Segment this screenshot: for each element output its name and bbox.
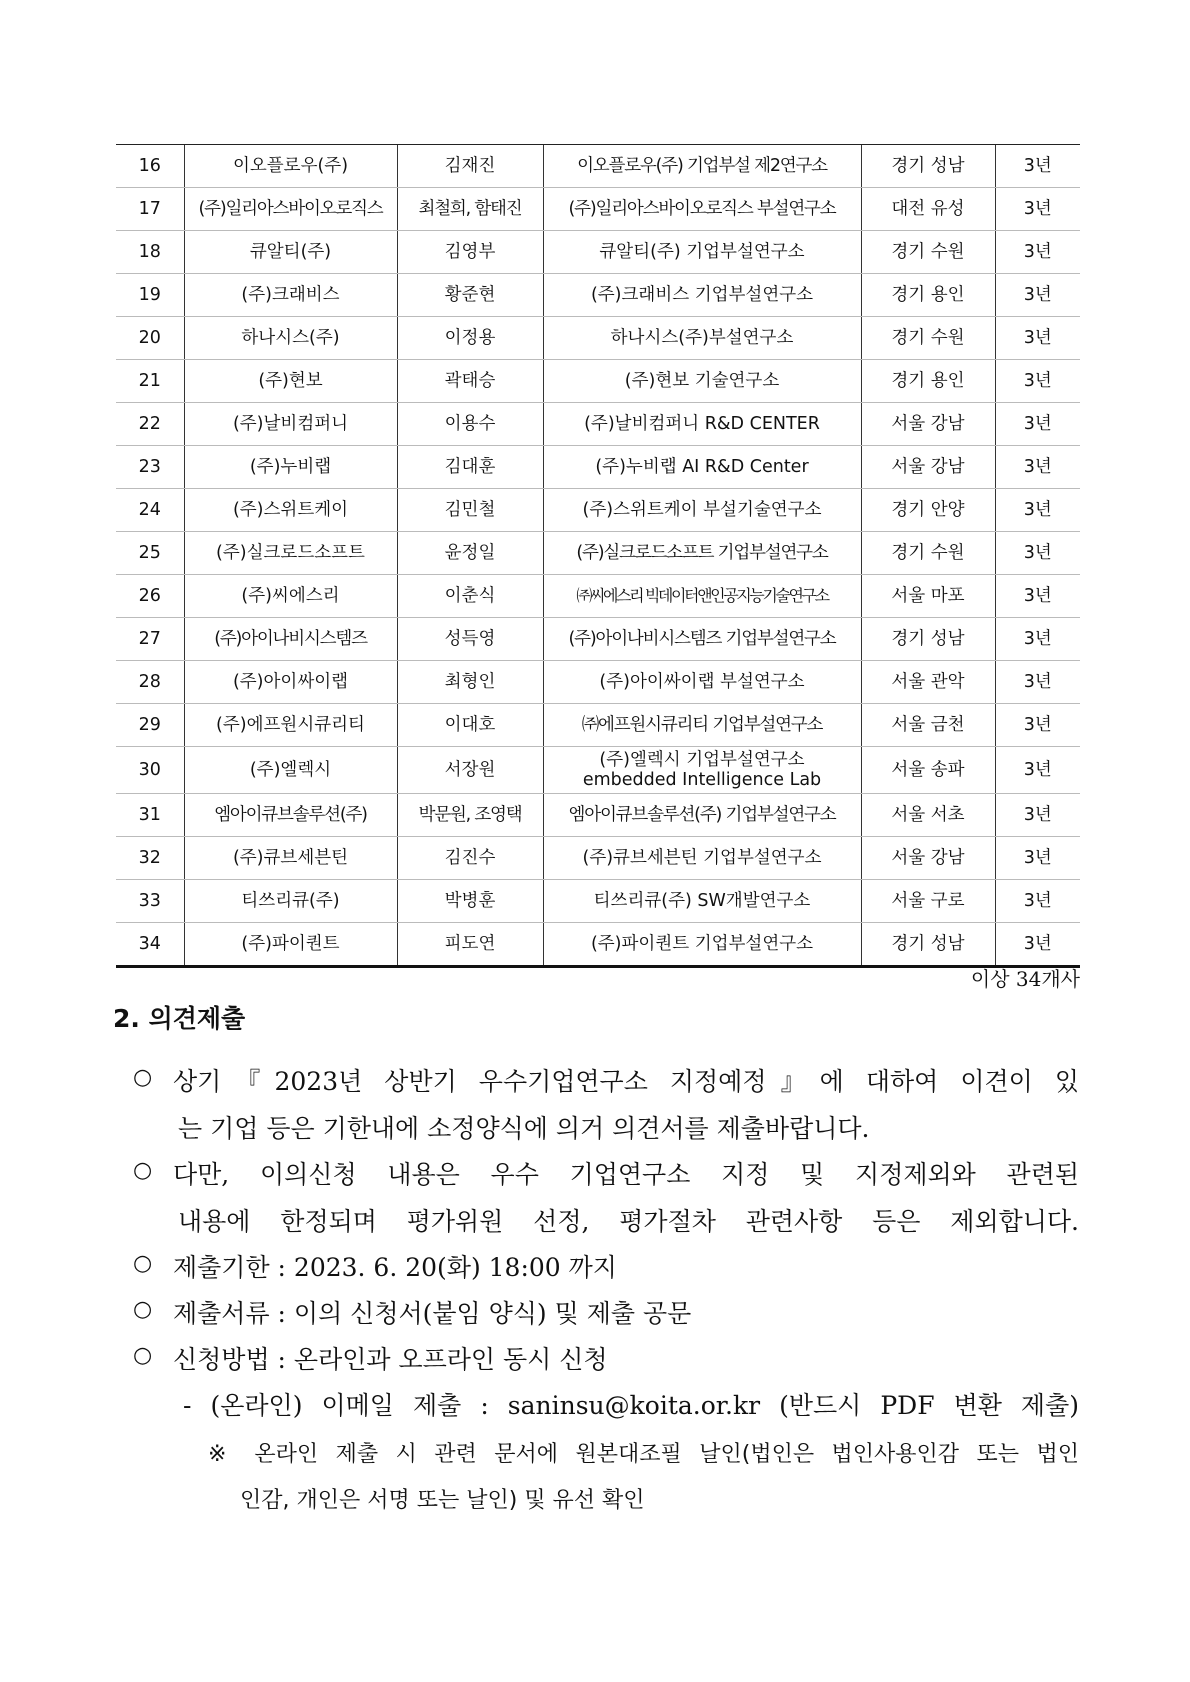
row-number: 16 <box>116 145 184 188</box>
representative: 이대호 <box>397 704 543 747</box>
period: 3년 <box>995 317 1080 360</box>
company-name: (주)일리아스바이오로직스 <box>184 188 397 231</box>
table-row <box>116 747 1080 794</box>
period: 3년 <box>995 618 1080 661</box>
representative: 박문원, 조영택 <box>397 794 543 837</box>
representative: 김영부 <box>397 231 543 274</box>
row-number: 24 <box>116 489 184 532</box>
region: 경기 수원 <box>861 317 995 360</box>
representative: 곽태승 <box>397 360 543 403</box>
lab-name: (주)현보 기술연구소 <box>543 360 861 403</box>
period: 3년 <box>995 661 1080 704</box>
row-number: 28 <box>116 661 184 704</box>
paragraph-line: 신청방법 : 온라인과 오프라인 동시 신청 <box>173 1345 608 1374</box>
region: 서울 강남 <box>861 837 995 880</box>
lab-designation-table <box>116 144 1080 968</box>
row-number: 34 <box>116 923 184 967</box>
region: 서울 강남 <box>861 403 995 446</box>
paragraph-line: 는 기업 등은 기한내에 소정양식에 의거 의견서를 제출바랍니다. <box>178 1114 870 1143</box>
row-number: 29 <box>116 704 184 747</box>
company-name: 티쓰리큐(주) <box>184 880 397 923</box>
row-number: 21 <box>116 360 184 403</box>
table-row <box>116 923 1080 967</box>
representative: 최철희, 함태진 <box>397 188 543 231</box>
row-number: 26 <box>116 575 184 618</box>
period: 3년 <box>995 704 1080 747</box>
company-name: (주)크래비스 <box>184 274 397 317</box>
region: 서울 구로 <box>861 880 995 923</box>
region: 경기 성남 <box>861 923 995 967</box>
region: 경기 성남 <box>861 145 995 188</box>
table-row <box>116 618 1080 661</box>
section-heading: 2. 의견제출 <box>113 1004 246 1033</box>
table-row <box>116 231 1080 274</box>
representative: 김대훈 <box>397 446 543 489</box>
company-name: (주)누비랩 <box>184 446 397 489</box>
region: 서울 서초 <box>861 794 995 837</box>
period: 3년 <box>995 923 1080 967</box>
period: 3년 <box>995 747 1080 794</box>
lab-name: (주)실크로드소프트 기업부설연구소 <box>543 532 861 575</box>
table-row <box>116 794 1080 837</box>
representative: 김민철 <box>397 489 543 532</box>
company-name: (주)아이나비시스템즈 <box>184 618 397 661</box>
company-name: 이오플로우(주) <box>184 145 397 188</box>
company-name: (주)현보 <box>184 360 397 403</box>
note-line: 인감, 개인은 서명 또는 날인) 및 유선 확인 <box>240 1488 645 1513</box>
paragraph-line: 내용에 한정되며 평가위원 선정, 평가절차 관련사항 등은 제외합니다. <box>178 1207 1079 1236</box>
lab-name: (주)날비컴퍼니 R&D CENTER <box>543 403 861 446</box>
lab-name: ㈜에프원시큐리티 기업부설연구소 <box>543 704 861 747</box>
table-row <box>116 575 1080 618</box>
company-name: 큐알티(주) <box>184 231 397 274</box>
company-name: (주)실크로드소프트 <box>184 532 397 575</box>
table-row <box>116 880 1080 923</box>
period: 3년 <box>995 880 1080 923</box>
bullet-icon: ○ <box>133 1158 153 1183</box>
lab-name: (주)스위트케이 부설기술연구소 <box>543 489 861 532</box>
period: 3년 <box>995 403 1080 446</box>
row-number: 20 <box>116 317 184 360</box>
row-number: 25 <box>116 532 184 575</box>
representative: 이정용 <box>397 317 543 360</box>
company-name: (주)파이퀀트 <box>184 923 397 967</box>
region: 경기 용인 <box>861 274 995 317</box>
company-name: 하나시스(주) <box>184 317 397 360</box>
representative: 황준현 <box>397 274 543 317</box>
representative: 성득영 <box>397 618 543 661</box>
bullet-icon: ○ <box>133 1343 153 1368</box>
company-name: (주)아이싸이랩 <box>184 661 397 704</box>
representative: 김재진 <box>397 145 543 188</box>
table-row <box>116 360 1080 403</box>
paragraph-line: 제출서류 : 이의 신청서(붙임 양식) 및 제출 공문 <box>173 1299 692 1328</box>
representative: 박병훈 <box>397 880 543 923</box>
lab-name: (주)일리아스바이오로직스 부설연구소 <box>543 188 861 231</box>
row-number: 23 <box>116 446 184 489</box>
table-row <box>116 704 1080 747</box>
row-number: 27 <box>116 618 184 661</box>
region: 경기 안양 <box>861 489 995 532</box>
paragraph-line: 제출기한 : 2023. 6. 20(화) 18:00 까지 <box>173 1253 617 1282</box>
company-name: (주)스위트케이 <box>184 489 397 532</box>
company-name: (주)엘렉시 <box>184 747 397 794</box>
bullet-icon: ○ <box>133 1297 153 1322</box>
table-row <box>116 317 1080 360</box>
lab-name: 엠아이큐브솔루션(주) 기업부설연구소 <box>543 794 861 837</box>
representative: 이용수 <box>397 403 543 446</box>
region: 경기 수원 <box>861 532 995 575</box>
paragraph-line: 다만, 이의신청 내용은 우수 기업연구소 지정 및 지정제외와 관련된 <box>173 1160 1079 1189</box>
region: 경기 수원 <box>861 231 995 274</box>
note-line: ※ 온라인 제출 시 관련 문서에 원본대조필 날인(법인은 법인사용인감 또는 법인 <box>208 1442 1079 1467</box>
lab-name: 하나시스(주)부설연구소 <box>543 317 861 360</box>
table-row <box>116 661 1080 704</box>
period: 3년 <box>995 231 1080 274</box>
period: 3년 <box>995 446 1080 489</box>
period: 3년 <box>995 274 1080 317</box>
company-name: (주)날비컴퍼니 <box>184 403 397 446</box>
lab-name: (주)아이싸이랩 부설연구소 <box>543 661 861 704</box>
region: 경기 성남 <box>861 618 995 661</box>
lab-name: 티쓰리큐(주) SW개발연구소 <box>543 880 861 923</box>
lab-name <box>543 747 861 794</box>
lab-name: (주)누비랩 AI R&D Center <box>543 446 861 489</box>
table-row <box>116 188 1080 231</box>
representative: 최형인 <box>397 661 543 704</box>
region: 서울 금천 <box>861 704 995 747</box>
region: 서울 송파 <box>861 747 995 794</box>
bullet-icon: ○ <box>133 1065 153 1090</box>
representative: 이춘식 <box>397 575 543 618</box>
representative: 피도연 <box>397 923 543 967</box>
table-row <box>116 403 1080 446</box>
region: 대전 유성 <box>861 188 995 231</box>
representative: 김진수 <box>397 837 543 880</box>
region: 서울 마포 <box>861 575 995 618</box>
lab-name-line-1: (주)엘렉시 기업부설연구소 <box>599 750 805 770</box>
representative: 서장원 <box>397 747 543 794</box>
lab-name: (주)크래비스 기업부설연구소 <box>543 274 861 317</box>
company-name: (주)씨에스리 <box>184 575 397 618</box>
lab-name: 이오플로우(주) 기업부설 제2연구소 <box>543 145 861 188</box>
table-row <box>116 274 1080 317</box>
period: 3년 <box>995 188 1080 231</box>
region: 경기 용인 <box>861 360 995 403</box>
total-count: 이상 34개사 <box>970 967 1080 991</box>
region: 서울 강남 <box>861 446 995 489</box>
company-name: (주)큐브세븐틴 <box>184 837 397 880</box>
lab-name: 큐알티(주) 기업부설연구소 <box>543 231 861 274</box>
period: 3년 <box>995 575 1080 618</box>
lab-name-line-2: embedded Intelligence Lab <box>582 770 822 790</box>
representative: 윤정일 <box>397 532 543 575</box>
lab-name: ㈜씨에스리 빅데이터앤인공지능기술연구소 <box>543 575 861 618</box>
table-row <box>116 145 1080 188</box>
lab-name: (주)아이나비시스템즈 기업부설연구소 <box>543 618 861 661</box>
row-number: 19 <box>116 274 184 317</box>
row-number: 31 <box>116 794 184 837</box>
table-row <box>116 446 1080 489</box>
table-row <box>116 532 1080 575</box>
table-row <box>116 837 1080 880</box>
company-name: 엠아이큐브솔루션(주) <box>184 794 397 837</box>
row-number: 17 <box>116 188 184 231</box>
paragraph-line: 상기『2023년 상반기 우수기업연구소 지정예정』에 대하여 이견이 있 <box>173 1067 1079 1096</box>
period: 3년 <box>995 489 1080 532</box>
period: 3년 <box>995 794 1080 837</box>
row-number: 33 <box>116 880 184 923</box>
company-name: (주)에프원시큐리티 <box>184 704 397 747</box>
period: 3년 <box>995 360 1080 403</box>
row-number: 32 <box>116 837 184 880</box>
lab-name: (주)큐브세븐틴 기업부설연구소 <box>543 837 861 880</box>
region: 서울 관악 <box>861 661 995 704</box>
lab-name: (주)파이퀀트 기업부설연구소 <box>543 923 861 967</box>
bullet-icon: ○ <box>133 1251 153 1276</box>
table-row <box>116 489 1080 532</box>
row-number: 30 <box>116 747 184 794</box>
period: 3년 <box>995 532 1080 575</box>
period: 3년 <box>995 837 1080 880</box>
row-number: 18 <box>116 231 184 274</box>
row-number: 22 <box>116 403 184 446</box>
period: 3년 <box>995 145 1080 188</box>
online-submission-line: - (온라인) 이메일 제출 : saninsu@koita.or.kr (반드시 PDF 변환 제출) <box>183 1391 1079 1420</box>
